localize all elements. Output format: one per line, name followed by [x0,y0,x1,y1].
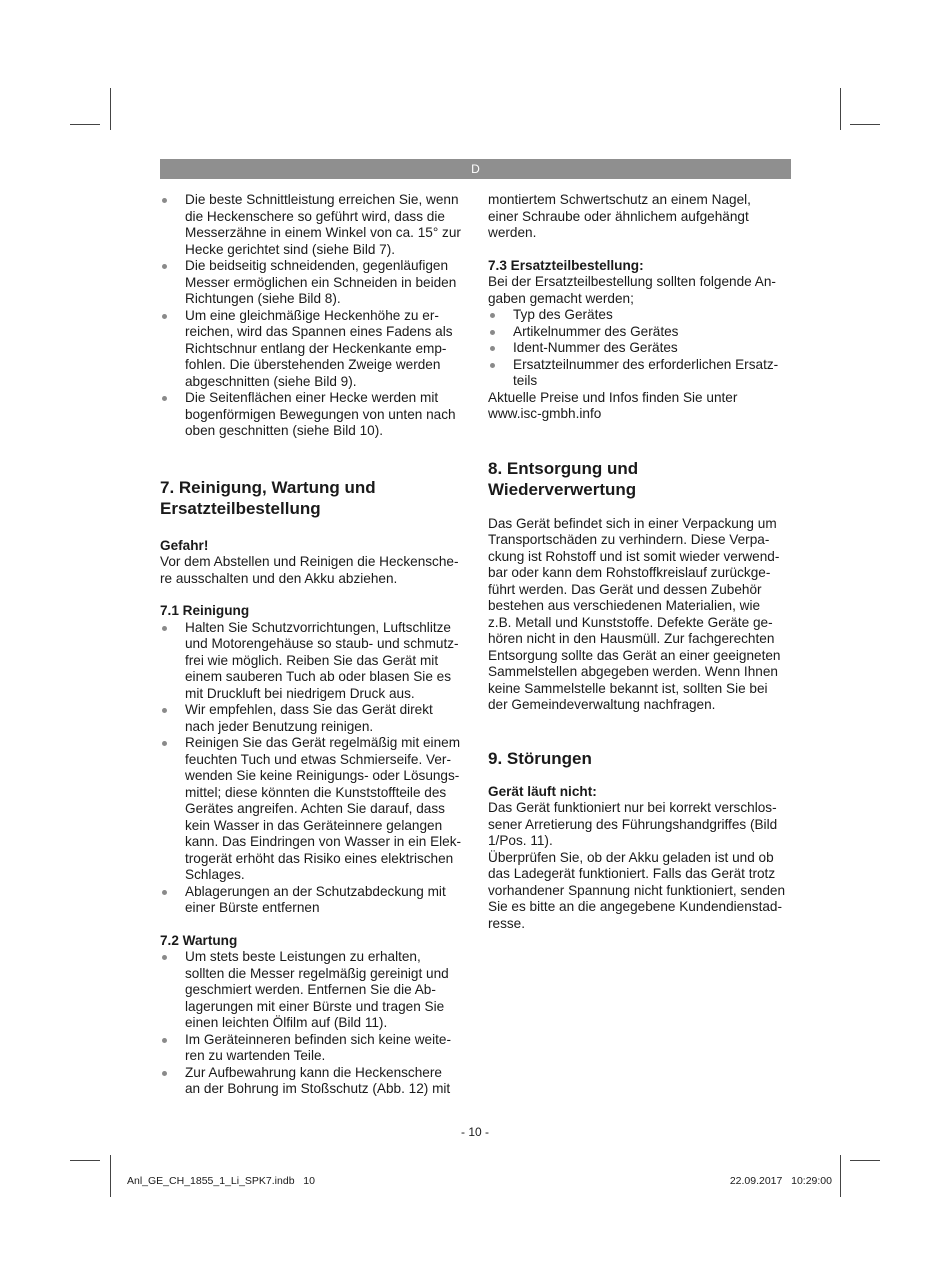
crop-mark-top-left-vertical [110,88,111,130]
list-item: Die beste Schnittleistung erreichen Sie, wenn die Heckenschere so geführt wird, dass die Messerzähne in einem Winkel von ca. 15° zur Hecke gerichtet sind (siehe Bild 7). [160,192,465,258]
fault-text-1: Das Gerät funktioniert nur bei korrekt verschlos- sener Arretierung des Führungshandgriffes (Bild 1/Pos. 11). [488,800,778,848]
crop-mark-bottom-left-vertical [110,1155,111,1197]
list-item: Wir empfehlen, dass Sie das Gerät direkt nach jeder Benutzung reinigen. [160,702,465,735]
cleaning-bullet-list [160,620,465,917]
list-item: Halten Sie Schutzvorrichtungen, Luftschlitze und Motorengehäuse so staub- und schmutz- frei wie möglich. Reiben Sie das Gerät mit einem sauberen Tuch ab oder blasen Sie es mit Druckluft bei niedrigem Druck aus. [160,620,465,703]
spare-parts-intro: Bei der Ersatzteilbestellung sollten folgende An- gaben gemacht werden; [488,274,776,306]
danger-heading: Gefahr! [160,537,209,553]
prices-info-text: Aktuelle Preise und Infos finden Sie unter www.isc-gmbh.info [488,389,738,421]
crop-mark-bottom-right-vertical [840,1155,841,1197]
list-item: Im Geräteinneren befinden sich keine weite- ren zu wartenden Teile. [160,1032,465,1065]
crop-mark-top-right-vertical [840,88,841,130]
list-item: Die Seitenflächen einer Hecke werden mit bogenförmigen Bewegungen von unten nach oben geschnitten (siehe Bild 10). [160,390,465,440]
maintenance-bullet-list [160,949,465,1098]
crop-mark-top-right-horizontal [850,124,880,125]
section-7-2-heading: 7.2 Wartung [160,932,238,948]
page-number: - 10 - [460,1125,489,1139]
list-item: Zur Aufbewahrung kann die Heckenschere an der Bohrung im Stoßschutz (Abb. 12) mit [160,1065,465,1098]
print-timestamp: 22.09.2017 10:29:00 [729,1175,832,1187]
list-item: Reinigen Sie das Gerät regelmäßig mit einem feuchten Tuch und etwas Schmierseife. Ver- wenden Sie keine Reinigungs- oder Lösungs- mittel; diese könnten die Kunststoffteile des Gerätes angreifen. Achten Sie darauf, dass kein Wasser in das Geräteinnere gelangen kann. Das Eindringen von Wasser in ein Elek- trogerät erhöht das Risiko eines elektrischen Schlages. [160,735,465,884]
language-header-bar: D [160,159,791,179]
list-item: Ersatzteilnummer des erforderlichen Ersatz- teils [488,357,791,390]
list-item: Um eine gleichmäßige Heckenhöhe zu er- reichen, wird das Spannen eines Fadens als Richtschnur entlang der Heckenkante emp- fohlen. Die überstehenden Zweige werden abgeschnitten (siehe Bild 9). [160,308,465,391]
section-9-heading: 9. Störungen [488,748,592,768]
crop-mark-top-left-horizontal [70,124,100,125]
crop-mark-bottom-right-horizontal [850,1160,880,1161]
crop-mark-bottom-left-horizontal [70,1160,100,1161]
section-7-heading: 7. Reinigung, Wartung und Ersatzteilbestellung [160,477,376,518]
section-7-3-heading: 7.3 Ersatzteilbestellung: [488,257,644,273]
spare-parts-bullet-list [488,307,791,390]
fault-text-2: Überprüfen Sie, ob der Akku geladen ist und ob das Ladegerät funktioniert. Falls das Gerät trotz vorhandener Spannung nicht funktioniert, senden Sie es bitte an die angegebene Kundendienstad- resse. [488,849,786,931]
right-column [488,192,791,932]
list-item: Ident-Nummer des Gerätes [488,340,791,357]
list-item: Die beidseitig schneidenden, gegenläufigen Messer ermöglichen ein Schneiden in beiden Richtungen (siehe Bild 8). [160,258,465,308]
intro-bullet-list [160,192,465,440]
section-7-1-heading: 7.1 Reinigung [160,603,250,618]
left-column [160,192,465,1098]
list-item: Artikelnummer des Gerätes [488,324,791,341]
continuation-text: montiertem Schwertschutz an einem Nagel, einer Schraube oder ähnlichem aufgehängt werden. [488,192,751,240]
print-file-name: Anl_GE_CH_1855_1_Li_SPK7.indb 10 [127,1175,315,1187]
list-item: Um stets beste Leistungen zu erhalten, sollten die Messer regelmäßig gereinigt und geschmiert werden. Entfernen Sie die Ab- lagerungen mit einer Bürste und tragen Sie einen leichten Ölfilm auf (Bild 11). [160,949,465,1032]
fault-subheading: Gerät läuft nicht: [488,783,597,799]
list-item: Typ des Gerätes [488,307,791,324]
section-8-heading: 8. Entsorgung und Wiederverwertung [488,458,639,499]
disposal-text: Das Gerät befindet sich in einer Verpackung um Transportschäden zu verhindern. Diese Verpa- ckung ist Rohstoff und ist somit wieder verwend- bar oder kann dem Rohstoffkreislauf zurückge- führt werden. Das Gerät und dessen Zubehör bestehen aus verschiedenen Materialien, wie z.B. Metall und Kunststoffe. Defekte Geräte ge- hören nicht in den Hausmüll. Zur fachgerechten Entsorgung sollte das Gerät an einer geeigneten Sammelstellen abgegeben werden. Wenn Ihnen keine Sammelstelle bekannt ist, sollten Sie bei der Gemeindeverwaltung nachfragen. [488,515,781,712]
danger-text: Vor dem Abstellen und Reinigen die Heckensche- re ausschalten und den Akku abziehen. [160,554,459,586]
list-item: Ablagerungen an der Schutzabdeckung mit einer Bürste entfernen [160,884,465,917]
